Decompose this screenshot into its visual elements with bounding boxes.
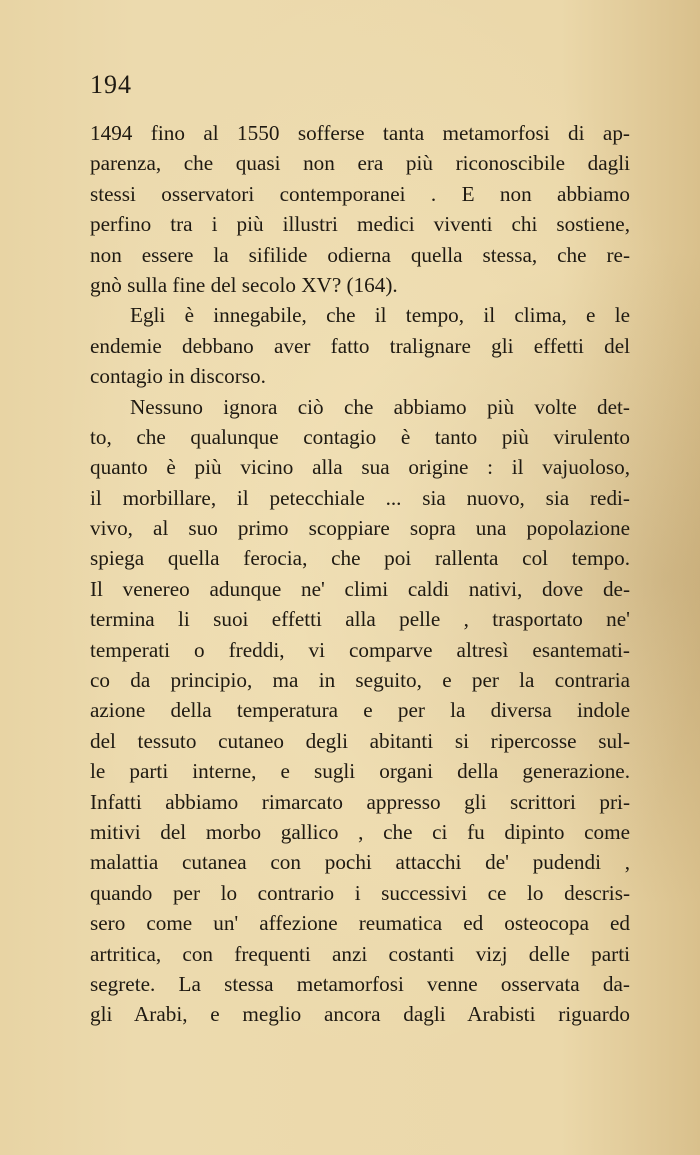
text-line: artritica, con frequenti anzi costanti vizj delle parti [90,941,630,966]
paragraph [90,118,630,300]
text-line: azione della temperatura e per la diversa indole [90,698,630,723]
text-line: temperati o freddi, vi comparve altresì esantemati- [90,637,630,662]
text-line: Egli è innegabile, che il tempo, il clima, e le [130,303,630,328]
text-line: il morbillare, il petecchiale ... sia nuovo, sia redi- [90,485,630,510]
text-line: gli Arabi, e meglio ancora dagli Arabisti riguardo [90,1002,630,1027]
text-line: 1494 fino al 1550 sofferse tanta metamorfosi di ap‐ [90,121,630,145]
text-line: sero come un' affezione reumatica ed osteocopa ed [90,911,630,936]
text-line: Infatti abbiamo rimarcato appresso gli scrittori pri- [90,789,630,814]
text-line: perfino tra i più illustri medici viventi chi sostiene, [90,212,630,237]
text-line: stessi osservatori contemporanei . E non abbiamo [90,181,630,206]
text-line: spiega quella ferocia, che poi rallenta col tempo. [90,546,630,571]
body-text [90,118,630,1030]
text-line: malattia cutanea con pochi attacchi de' pudendi , [90,850,630,875]
text-line: segrete. La stessa metamorfosi venne osservata da- [90,971,630,996]
text-line: non essere la sifilide odierna quella stessa, che re- [90,242,630,267]
text-line: contagio in discorso. [90,364,266,389]
text-line: endemie debbano aver fatto tralignare gli effetti del [90,333,630,358]
paragraph [90,392,630,1030]
text-line: Il venereo adunque ne' climi caldi nativi, dove de- [90,576,630,601]
text-line: quando per lo contrario i successivi ce lo descris- [90,880,630,905]
text-line: parenza, che quasi non era più riconoscibile dagli [90,151,630,176]
text-line: le parti interne, e sugli organi della generazione. [90,759,630,784]
text-line: to, che qualunque contagio è tanto più virulento [90,424,630,449]
text-line: mitivi del morbo gallico , che ci fu dipinto come [90,819,630,844]
paragraph [90,300,630,391]
text-line: termina li suoi effetti alla pelle , trasportato ne' [90,607,630,632]
page-number: 194 [90,70,132,99]
text-line: Nessuno ignora ciò che abbiamo più volte det- [130,394,630,419]
text-line: gnò sulla fine del secolo XV? (164). [90,272,398,297]
text-line: vivo, al suo primo scoppiare sopra una popolazione [90,516,630,541]
text-line: del tessuto cutaneo degli abitanti si ripercosse sul- [90,728,630,753]
text-line: co da principio, ma in seguito, e per la contraria [90,668,630,693]
text-line: quanto è più vicino alla sua origine : il vajuoloso, [90,455,630,480]
